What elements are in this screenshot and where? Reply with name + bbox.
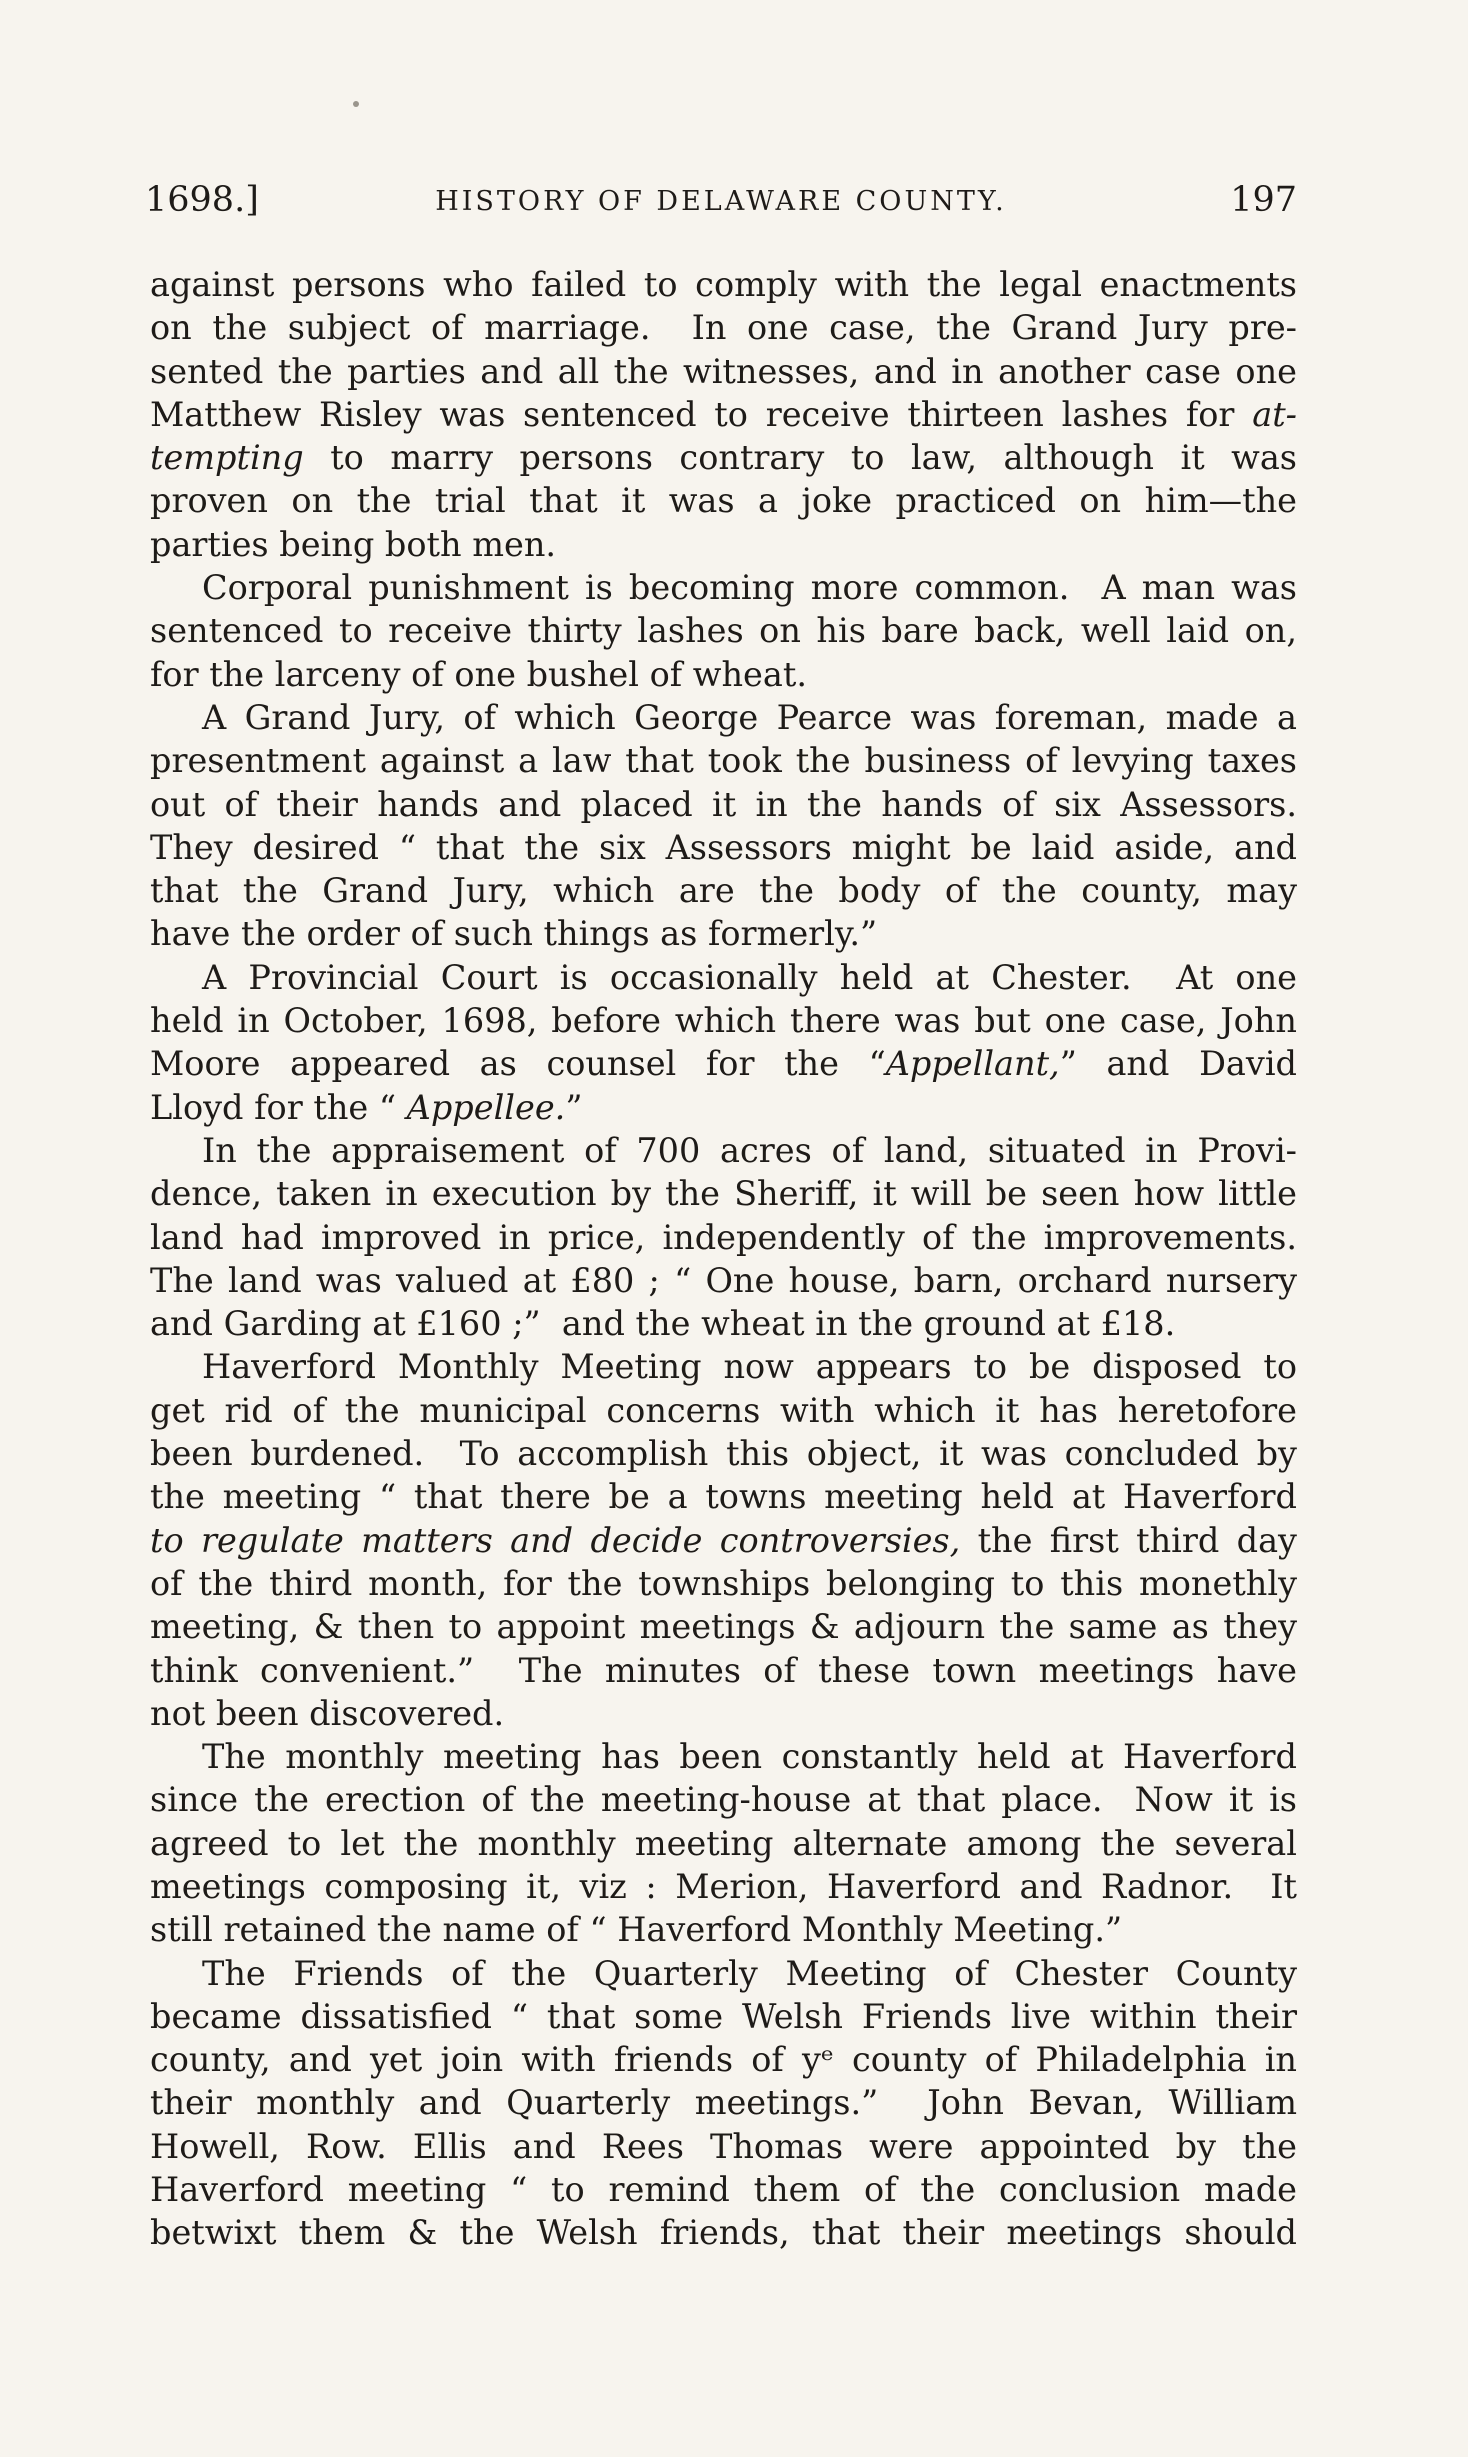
page-number: 197 [1230, 180, 1297, 220]
running-header [145, 180, 1297, 230]
text-segment: The monthly meeting has been constantly held at Haverford [202, 1737, 1297, 1777]
text-segment: have the order of such things as formerly.” [150, 914, 878, 954]
text-segment: ” and David [1059, 1044, 1297, 1084]
text-line [150, 2038, 1297, 2081]
text-line [150, 696, 1297, 739]
text-line [150, 263, 1297, 306]
text-line [150, 1086, 1297, 1129]
text-segment: not been discovered. [150, 1693, 505, 1733]
text-line [150, 1475, 1297, 1518]
text-line [150, 653, 1297, 696]
text-segment: Howell, Row. Ellis and Rees Thomas were appointed by the [150, 2126, 1297, 2166]
text-line [150, 1302, 1297, 1345]
text-line [150, 2211, 1297, 2254]
text-segment: agreed to let the monthly meeting alternate among the several [150, 1823, 1297, 1863]
text-segment: meeting, & then to appoint meetings & adjourn the same as they [150, 1607, 1297, 1647]
text-line [150, 2125, 1297, 2168]
text-line [150, 1865, 1297, 1908]
text-line [150, 1605, 1297, 1648]
text-line [150, 306, 1297, 349]
text-segment: since the erection of the meeting-house at that place. Now it is [150, 1780, 1297, 1820]
text-segment: The land was valued at £80 ; “ One house, barn, orchard nursery [150, 1260, 1297, 1300]
text-segment: held in October, 1698, before which there was but one case, John [150, 1001, 1297, 1041]
text-segment: against persons who failed to comply with the legal enactments [150, 265, 1297, 304]
text-line [150, 1042, 1297, 1085]
text-line [150, 1259, 1297, 1302]
text-line [150, 1822, 1297, 1865]
text-segment: Matthew Risley was sentenced to receive thirteen lashes for [150, 394, 1253, 434]
text-segment: Haverford Monthly Meeting now appears to be disposed to [202, 1347, 1297, 1387]
text-line [150, 523, 1297, 566]
text-segment: Moore appeared as counsel for the “ [150, 1044, 886, 1084]
italic-text: Appellant, [885, 1044, 1060, 1084]
text-segment: Lloyd for the “ [150, 1087, 407, 1127]
text-segment: A Grand Jury, of which George Pearce was foreman, made a [202, 697, 1297, 737]
text-line [150, 912, 1297, 955]
text-segment: the meeting “ that there be a towns meeting held at Haverford [150, 1477, 1297, 1517]
text-segment: for the larceny of one bushel of wheat. [150, 654, 807, 694]
text-segment: out of their hands and placed it in the hands of six Assessors. [150, 784, 1297, 824]
text-line [150, 1129, 1297, 1172]
header-title: HISTORY OF DELAWARE COUNTY. [435, 186, 1007, 217]
text-segment: sented the parties and all the witnesses, and in another case one [150, 351, 1297, 391]
text-line [150, 1778, 1297, 1821]
text-segment: proven on the trial that it was a joke practiced on him—the [150, 481, 1297, 521]
text-segment: They desired “ that the six Assessors might be laid aside, and [150, 827, 1297, 867]
header-year: 1698.] [145, 180, 259, 220]
text-segment: Haverford meeting “ to remind them of the conclusion made [150, 2170, 1297, 2210]
text-segment: the first third day [960, 1520, 1297, 1560]
text-line [150, 479, 1297, 522]
text-line [150, 1649, 1297, 1692]
text-line [150, 956, 1297, 999]
text-line [150, 1216, 1297, 1259]
text-line [150, 393, 1297, 436]
text-segment: land had improved in price, independently of the improvements. [150, 1217, 1297, 1257]
text-segment: meetings composing it, viz : Merion, Haverford and Radnor. It [150, 1866, 1297, 1906]
italic-text: tempting [150, 438, 304, 478]
text-line [150, 1692, 1297, 1735]
text-line [150, 1952, 1297, 1995]
text-segment: parties being both men. [150, 524, 557, 564]
text-line [150, 609, 1297, 652]
text-segment: presentment against a law that took the business of levying taxes [150, 741, 1297, 781]
text-segment: been burdened. To accomplish this object, it was concluded by [150, 1434, 1297, 1474]
text-segment: their monthly and Quarterly meetings.” John Bevan, William [150, 2083, 1297, 2123]
text-line [150, 350, 1297, 393]
text-line [150, 1995, 1297, 2038]
text-line [150, 1519, 1297, 1562]
text-segment: betwixt them & the Welsh friends, that their meetings should [150, 2213, 1297, 2253]
body-text [150, 263, 1297, 2255]
italic-text: at- [1252, 394, 1297, 434]
text-segment: that the Grand Jury, which are the body of the county, may [150, 871, 1297, 911]
text-segment: and Garding at £160 ;” and the wheat in the ground at £18. [150, 1304, 1176, 1344]
text-line [150, 783, 1297, 826]
text-segment: county, and yet join with friends of yᵉ county of Philadelphia in [150, 2040, 1297, 2080]
text-segment: dence, taken in execution by the Sheriff, it will be seen how little [150, 1174, 1297, 1214]
paper-speck [353, 101, 359, 107]
text-line [150, 1172, 1297, 1215]
text-line [150, 869, 1297, 912]
text-segment: In the appraisement of 700 acres of land, situated in Provi- [202, 1130, 1297, 1170]
text-segment: to marry persons contrary to law, although it was [303, 438, 1297, 478]
text-segment: ” [565, 1087, 583, 1127]
text-line [150, 1735, 1297, 1778]
text-segment: think convenient.” The minutes of these town meetings have [150, 1650, 1297, 1690]
text-line [150, 999, 1297, 1042]
text-segment: A Provincial Court is occasionally held at Chester. At one [202, 957, 1297, 997]
text-segment: became dissatisfied “ that some Welsh Friends live within their [150, 1996, 1297, 2036]
text-segment: get rid of the municipal concerns with which it has heretofore [150, 1390, 1297, 1430]
text-line [150, 1562, 1297, 1605]
text-segment: Corporal punishment is becoming more common. A man was [202, 568, 1297, 608]
text-segment: The Friends of the Quarterly Meeting of Chester County [202, 1953, 1297, 1993]
italic-text: Appellee. [406, 1087, 566, 1127]
italic-text: to regulate matters and decide controversies, [150, 1520, 961, 1560]
text-segment: sentenced to receive thirty lashes on his bare back, well laid on, [150, 611, 1297, 651]
text-segment: of the third month, for the townships belonging to this monethly [150, 1563, 1297, 1603]
text-segment: on the subject of marriage. In one case, the Grand Jury pre- [150, 308, 1297, 348]
text-line [150, 2081, 1297, 2124]
text-line [150, 436, 1297, 479]
text-line [150, 566, 1297, 609]
text-line [150, 739, 1297, 782]
text-line [150, 1432, 1297, 1475]
text-line [150, 826, 1297, 869]
text-line [150, 2168, 1297, 2211]
text-line [150, 1389, 1297, 1432]
text-segment: still retained the name of “ Haverford Monthly Meeting.” [150, 1910, 1123, 1950]
text-line [150, 1908, 1297, 1951]
text-line [150, 1345, 1297, 1388]
